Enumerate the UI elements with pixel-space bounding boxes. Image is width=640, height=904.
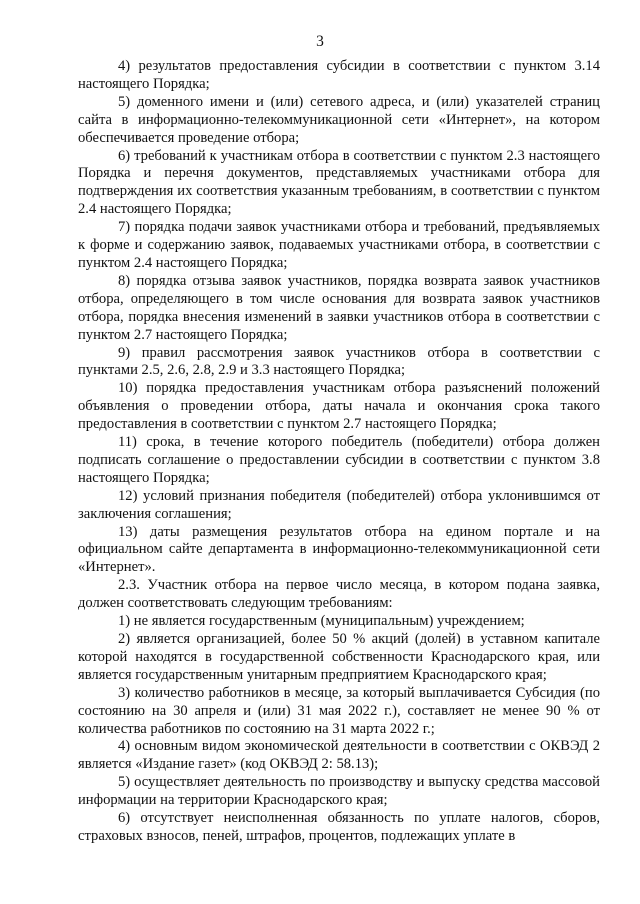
document-body — [78, 58, 600, 846]
page-number: 3 — [316, 33, 324, 50]
requirement-item-2: 2) является организацией, более 50 % акций (долей) в уставном капитале которой находятся в государственной собственности Краснодарского края, или является государственным унитарным предприятием Краснодарского края; — [78, 631, 600, 683]
requirement-item-4: 4) основным видом экономической деятельности в соответствии с ОКВЭД 2 является «Издание газет» (код ОКВЭД 2: 58.13); — [78, 738, 600, 773]
paragraph-item-9: 9) правил рассмотрения заявок участников отбора в соответствии с пунктами 2.5, 2.6, 2.8, 2.9 и 3.3 настоящего Порядка; — [78, 344, 600, 379]
requirement-item-6: 6) отсутствует неисполненная обязанность по уплате налогов, сборов, страховых взносов, пеней, штрафов, процентов, подлежащих уплате в — [78, 810, 600, 844]
paragraph-item-8: 8) порядка отзыва заявок участников, порядка возврата заявок участников отбора, определяющего в том числе основания для возврата заявок участников отбора, порядка внесения изменений в заявки участников отбора в соответствии с пунктом 2.7 настоящего Порядка; — [78, 272, 600, 343]
paragraph-item-12: 12) условий признания победителя (победителей) отбора уклонившимся от заключения соглашения; — [78, 487, 600, 522]
paragraph-item-6: 6) требований к участникам отбора в соответствии с пунктом 2.3 настоящего Порядка и перечня документов, представляемых участниками отбора для подтверждения их соответствия указанным требованиям, в соответствии с пунктом 2.4 настоящего Порядка; — [78, 147, 600, 218]
requirement-item-5: 5) осуществляет деятельность по производству и выпуску средства массовой информации на территории Краснодарского края; — [78, 774, 600, 809]
paragraph-item-13: 13) даты размещения результатов отбора на едином портале и на официальном сайте департамента в информационно-телекоммуникационной сети «Интернет». — [78, 523, 600, 576]
requirement-item-3: 3) количество работников в месяце, за который выплачивается Субсидия (по состоянию на 30 апреля и (или) 31 мая 2022 г.), составляет не менее 90 % от количества работников по состоянию на 31 марта 2022 г.; — [78, 684, 600, 737]
paragraph-item-7: 7) порядка подачи заявок участниками отбора и требований, предъявляемых к форме и содержанию заявок, подаваемых участниками отбора, в соответствии с пунктом 2.4 настоящего Порядка; — [78, 219, 600, 271]
paragraph-item-11: 11) срока, в течение которого победитель (победители) отбора должен подписать соглашение о предоставлении субсидии в соответствии с пунктом 3.8 настоящего Порядка; — [78, 434, 600, 486]
section-2-3-intro: 2.3. Участник отбора на первое число месяца, в котором подана заявка, должен соответствовать следующим требованиям: — [78, 577, 600, 612]
paragraph-item-10: 10) порядка предоставления участникам отбора разъяснений положений объявления о проведении отбора, даты начала и окончания срока такого предоставления в соответствии с пунктом 2.7 настоящего Порядка; — [78, 380, 600, 433]
requirement-item-1: 1) не является государственным (муниципальным) учреждением; — [118, 613, 525, 630]
paragraph-item-5: 5) доменного имени и (или) сетевого адреса, и (или) указателей страниц сайта в информационно-телекоммуникационной сети «Интернет», на котором обеспечивается проведение отбора; — [78, 93, 600, 146]
paragraph-item-4: 4) результатов предоставления субсидии в соответствии с пунктом 3.14 настоящего Порядка; — [78, 58, 600, 92]
